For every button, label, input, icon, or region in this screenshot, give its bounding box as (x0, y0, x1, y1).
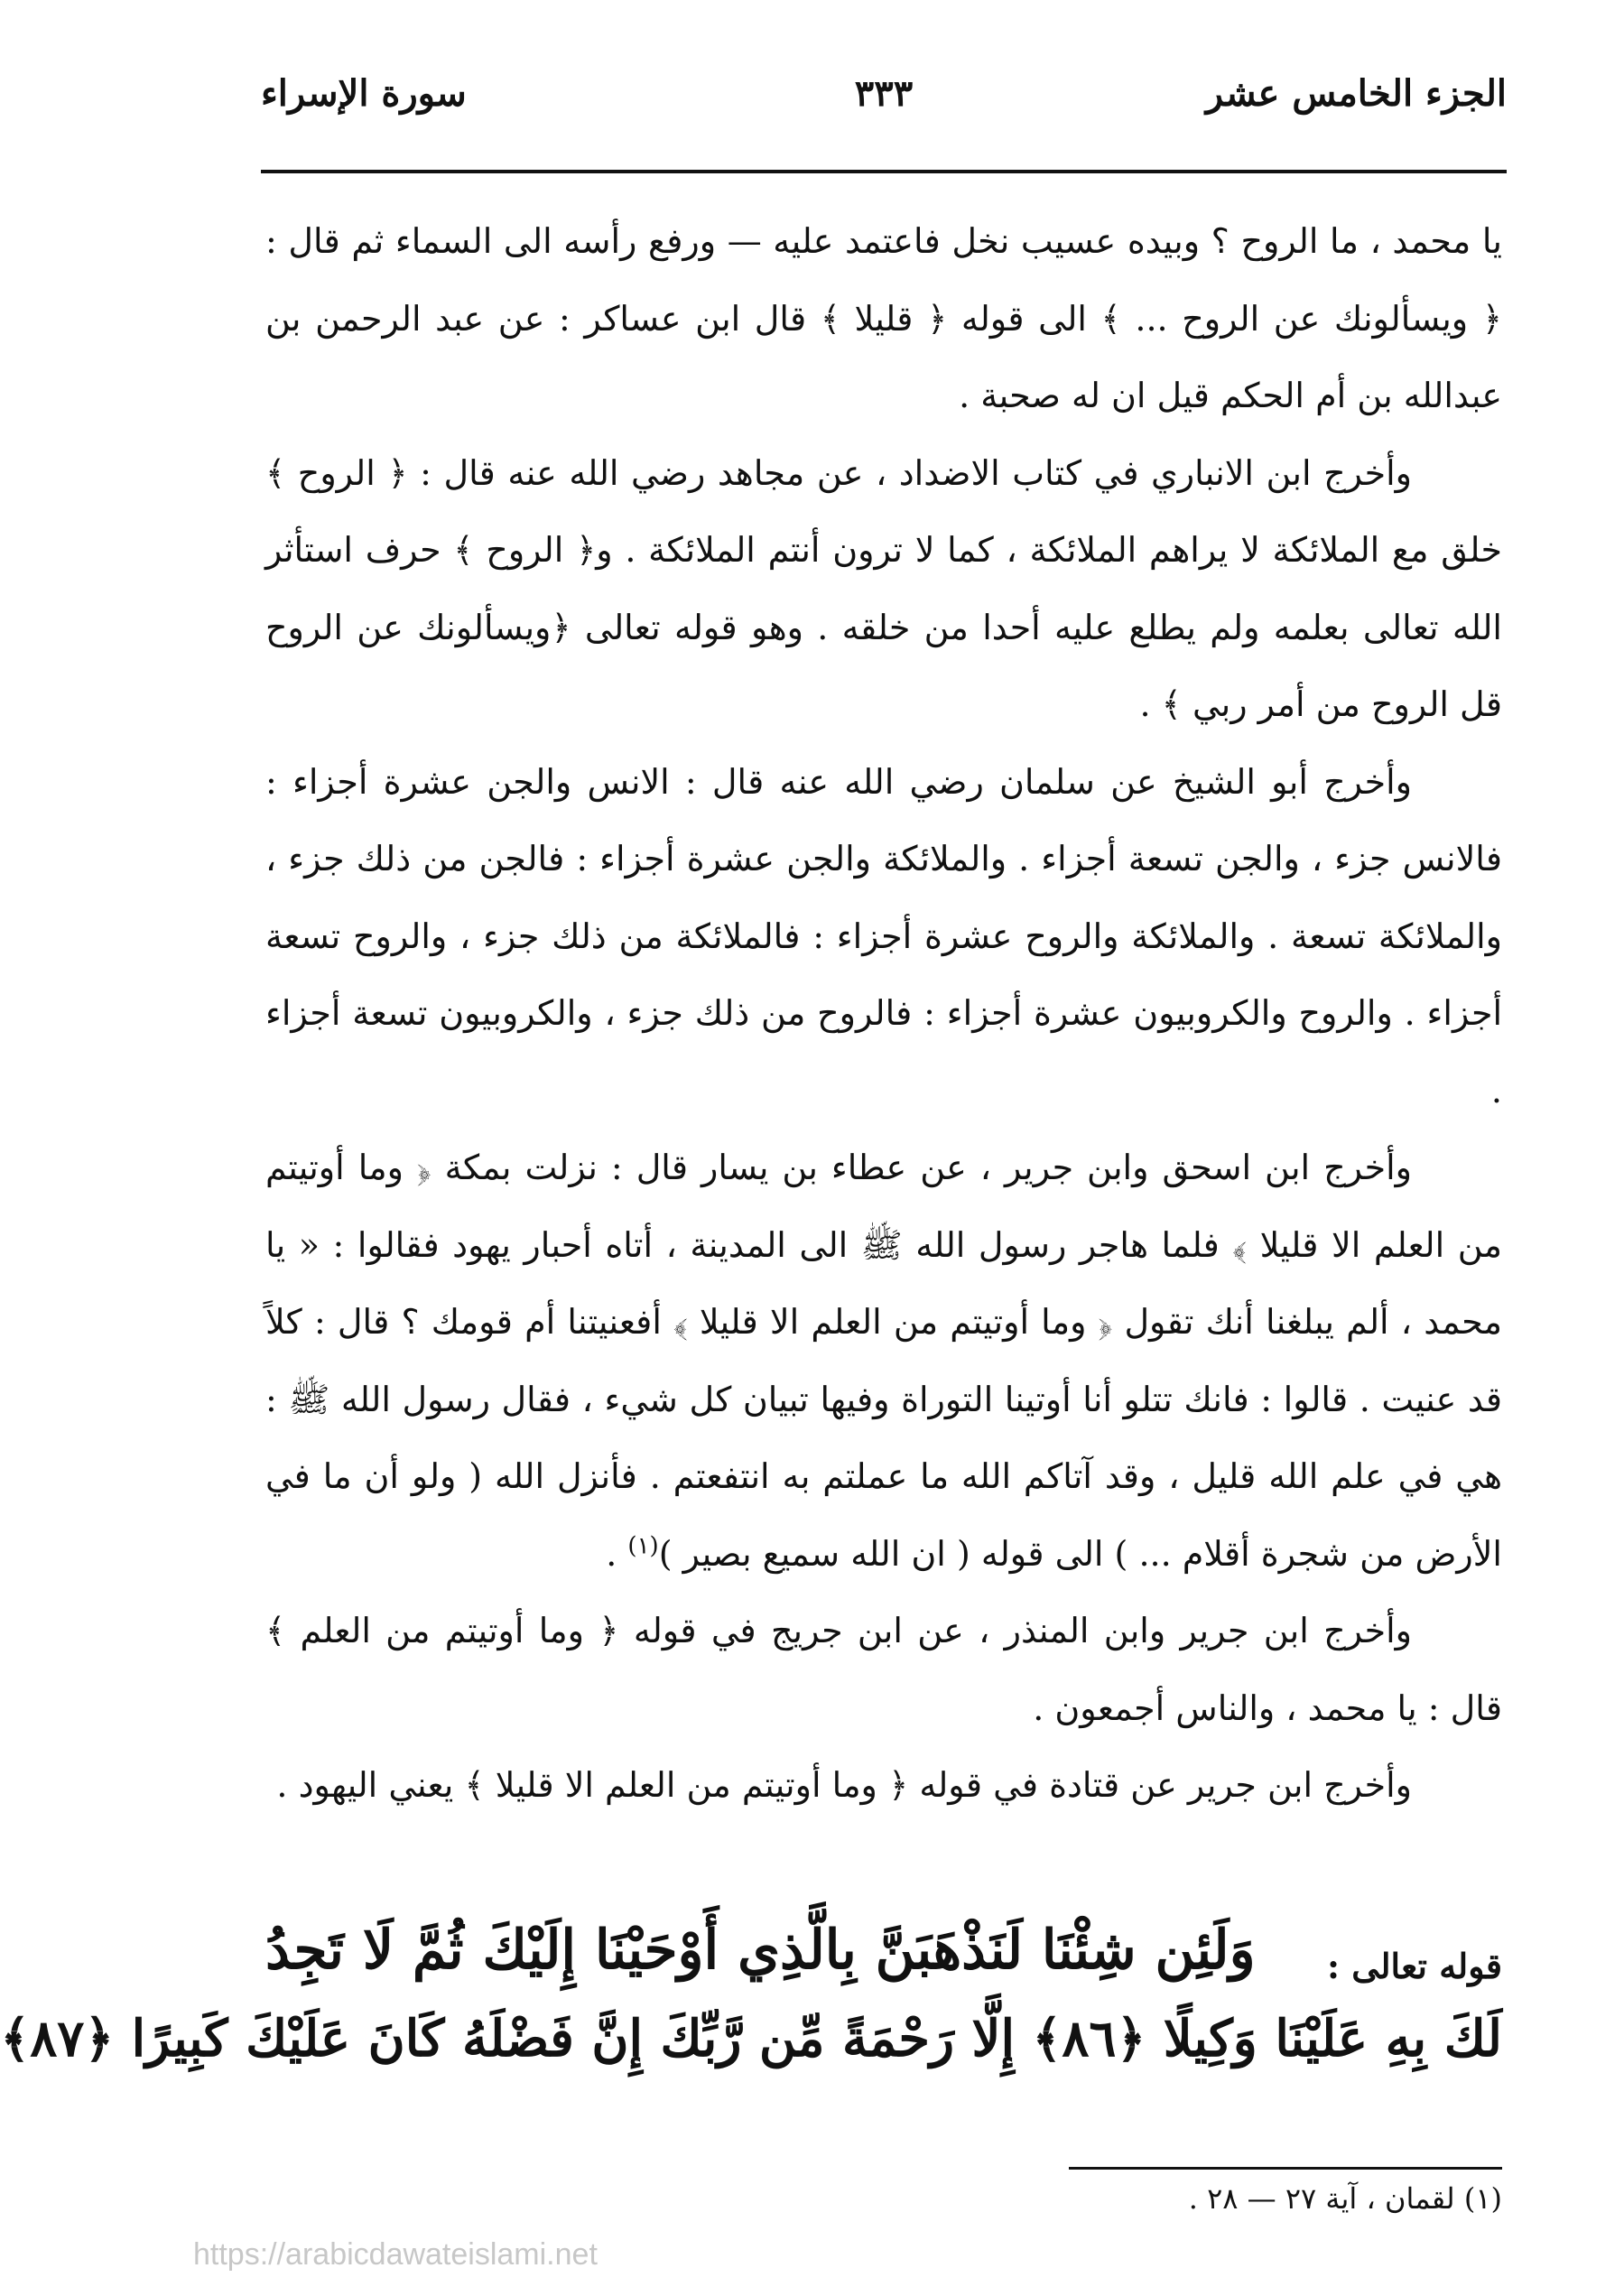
header-divider (261, 170, 1507, 173)
watermark-url: https://arabicdawateislami.net (193, 2237, 598, 2272)
paragraph-end: . (606, 1533, 628, 1574)
paragraph (265, 1129, 1502, 1593)
paragraph: وأخرج ابن جرير عن قتادة في قوله ﴿ وما أوتيتم من العلم الا قليلا ﴾ يعني اليهود . (276, 1765, 1412, 1805)
footnote-marker: (١) (627, 1531, 659, 1559)
surah-title: سورة الإسراء (261, 72, 467, 115)
page-header (261, 72, 1507, 144)
quran-verse-block (0, 1919, 1502, 2099)
paragraph: وأخرج أبو الشيخ عن سلمان رضي الله عنه قال : الانس والجن عشرة أجزاء : فالانس جزء ، والجن تسعة أجزاء . والملائكة والجن عشرة أجزاء : فالجن من ذلك جزء ، والملائكة تسعة . والملائكة والروح عشرة أجزاء : فالملائكة من ذلك جزء ، والروح تسعة أجزاء . والروح والكروبيون عشرة أجزاء : فالروح من ذلك جزء ، والكروبيون تسعة أجزاء . (265, 761, 1503, 1111)
paragraph-text: وأخرج ابن اسحق وابن جرير ، عن عطاء بن يسار قال : نزلت بمكة ﴿ وما أوتيتم من العلم الا قليلا ﴾ فلما هاجر رسول الله ﷺ الى المدينة ، أتاه أحبار يهود فقالوا : « يا محمد ، ألم يبلغنا أنك تقول ﴿ وما أوتيتم من العلم الا قليلا ﴾ أفعنيتنا أم قومك ؟ قال : كلاً قد عنيت . قالوا : فانك تتلو أنا أوتينا التوراة وفيها تبيان كل شيء ، فقال رسول الله ﷺ : هي في علم الله قليل ، وقد آتاكم الله ما عملتم به انتفعتم . فأنزل الله ( ولو أن ما في الأرض من شجرة أقلام ... ) الى قوله ( ان الله سميع بصير ) (265, 1148, 1502, 1574)
verse-line: لَكَ بِهِ عَلَيْنَا وَكِيلًا ﴿٨٦﴾ إِلَّا رَحْمَةً مِّن رَّبِّكَ إِنَّ فَضْلَهُ كَانَ عَلَيْكَ كَبِيرًا ﴿٨٧﴾ (0, 2009, 1502, 2068)
verse-line: وَلَئِن شِئْنَا لَنَذْهَبَنَّ بِالَّذِي أَوْحَيْنَا إِلَيْكَ ثُمَّ لَا تَجِدُ (265, 1919, 1256, 1982)
paragraph: وأخرج ابن الانباري في كتاب الاضداد ، عن مجاهد رضي الله عنه قال : ﴿ الروح ﴾ خلق مع الملائكة لا يراهم الملائكة ، كما لا ترون أنتم الملائكة . و﴿ الروح ﴾ حرف استأثر الله تعالى بعلمه ولم يطلع عليه أحدا من خلقه . وهو قوله تعالى ﴿ويسألونك عن الروح قل الروح من أمر ربي ﴾ . (265, 452, 1502, 724)
paragraph: وأخرج ابن جرير وابن المنذر ، عن ابن جريج في قوله ﴿ وما أوتيتم من العلم ﴾ قال : يا محمد ، والناس أجمعون . (265, 1611, 1502, 1728)
body-text (265, 203, 1502, 1825)
verse-label: قوله تعالى : (1327, 1946, 1502, 1986)
footnote: (١) لقمان ، آية ٢٧ — ٢٨ . (1188, 2181, 1502, 2216)
page-number: ٣٣٣ (854, 72, 914, 115)
juz-title: الجزء الخامس عشر (1205, 72, 1507, 115)
paragraph: يا محمد ، ما الروح ؟ وبيده عسيب نخل فاعتمد عليه — ورفع رأسه الى السماء ثم قال : ﴿ ويسألونك عن الروح ... ﴾ الى قوله ﴿ قليلا ﴾ قال ابن عساكر : عن عبد الرحمن بن عبدالله بن أم الحكم قيل ان له صحبة . (265, 221, 1502, 415)
footnote-divider (1069, 2167, 1502, 2170)
